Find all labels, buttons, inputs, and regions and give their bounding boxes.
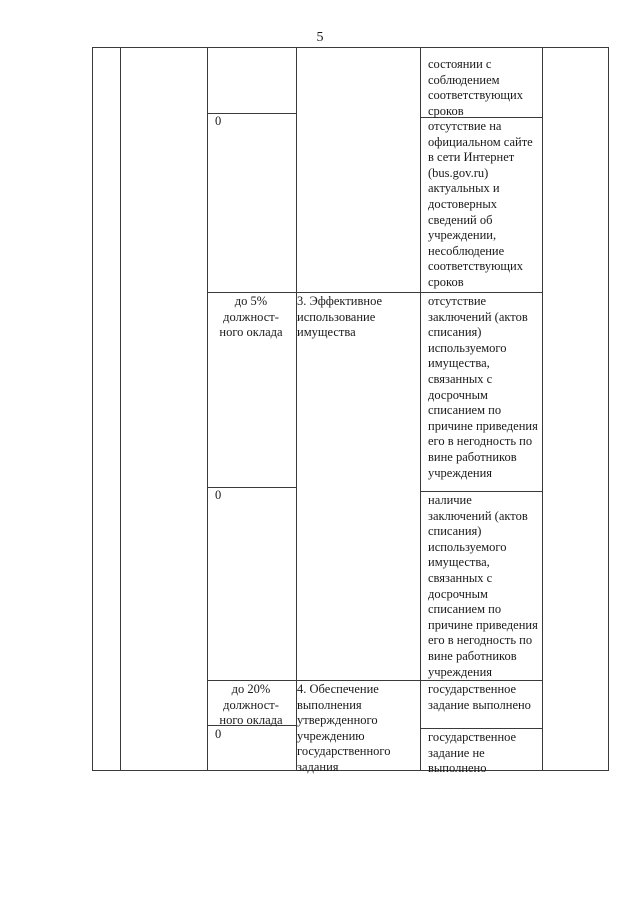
table-border-left: [92, 47, 93, 770]
row-3-amount: до 5% должност-ного оклада: [219, 294, 283, 340]
table-column-divider-4: [420, 47, 421, 770]
row-divider-4: [207, 680, 543, 681]
table-border-top: [92, 47, 609, 48]
row-3-condition: отсутствие заключений (актов списания) используемого имущества, связанных с досрочным списанием по причине приведения его в негодность по вине работников учреждения: [428, 294, 538, 480]
row-4-condition: наличие заключений (актов списания) используемого имущества, связанных с досрочным списанием по причине приведения его в негодность по вине работников учреждения: [428, 493, 538, 679]
row-2-amount: 0: [215, 114, 222, 128]
row-divider-5-condition: [420, 728, 543, 729]
row-5-amount: до 20% должност-ного оклада: [219, 682, 283, 728]
row-3-criterion: 3. Эффективное использование имущества: [297, 294, 383, 340]
row-5-criterion: 4. Обеспечение выполнения утвержденного учреждению государственного задания: [297, 682, 391, 774]
table-column-divider-3: [296, 47, 297, 770]
row-divider-3-condition: [420, 491, 543, 492]
table-column-divider-1: [120, 47, 121, 770]
page-number: 5: [316, 30, 324, 45]
table-column-divider-5: [542, 47, 543, 770]
table-border-right: [608, 47, 609, 770]
row-1-condition: состоянии с соблюдением соответствующих сроков: [428, 57, 523, 118]
table-column-divider-2: [207, 47, 208, 770]
row-4-amount: 0: [215, 488, 222, 502]
row-2-condition: отсутствие на официальном сайте в сети Интернет (bus.gov.ru) актуальных и достоверных сведений об учреждении, несоблюдение соответствующих сроков: [428, 119, 533, 289]
row-6-condition: государственное задание не выполнено: [428, 730, 517, 776]
row-divider-2: [207, 292, 543, 293]
row-5-condition: государственное задание выполнено: [428, 682, 531, 712]
row-6-amount: 0: [215, 727, 222, 741]
